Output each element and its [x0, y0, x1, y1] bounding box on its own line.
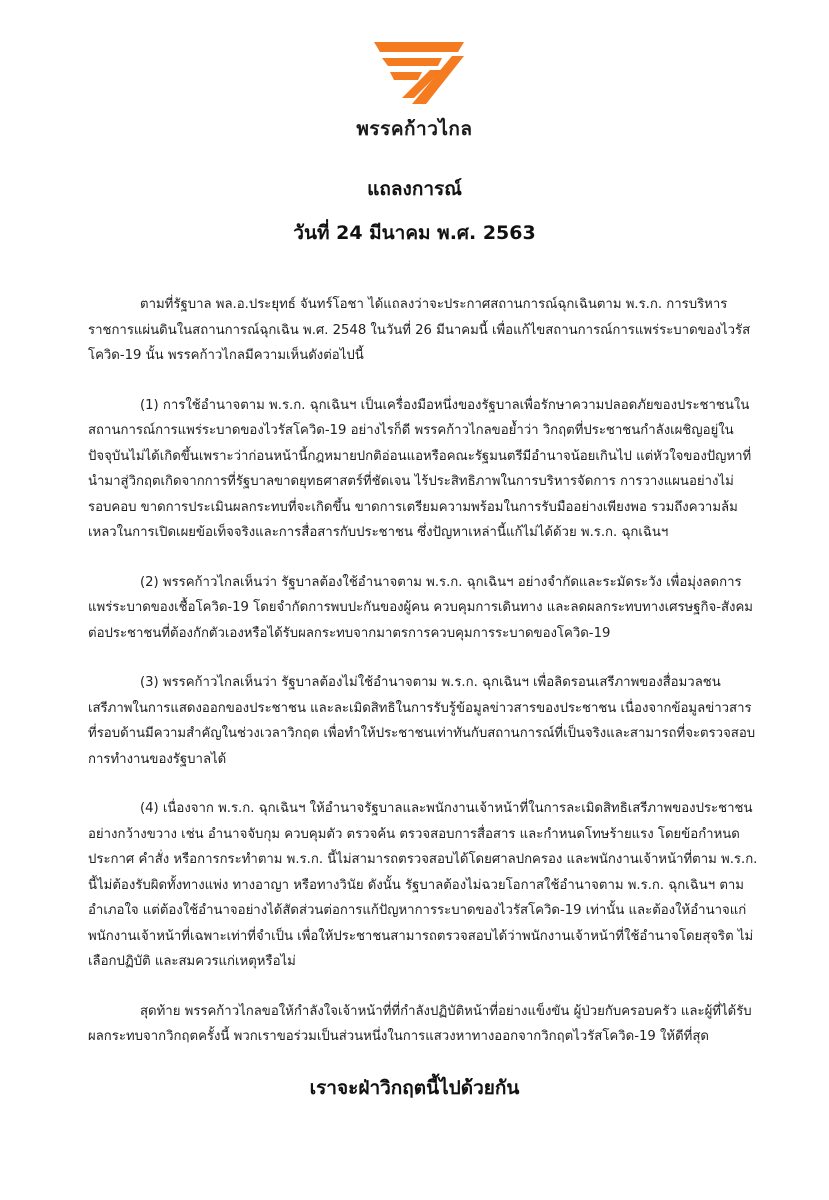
- paragraph-point-4: (4) เนื่องจาก พ.ร.ก. ฉุกเฉินฯ ให้อำนาจรัฐบาลและพนักงานเจ้าหน้าที่ในการละเมิดสิทธิเสรีภาพของประชาชนอย่างกว้างขวาง เช่น อำนาจจับกุม ควบคุมตัว ตรวจค้น ตรวจสอบการสื่อสาร และกำหนดโทษร้ายแรง โดยข้อกำหนด ประกาศ คำสั่ง หรือการกระทำตาม พ.ร.ก. นี้ไม่สามารถตรวจสอบได้โดยศาลปกครอง และพนักงานเจ้าหน้าที่ตาม พ.ร.ก. นี้ไม่ต้องรับผิดทั้งทางแพ่ง ทางอาญา หรือทางวินัย ดังนั้น รัฐบาลต้องไม่ฉวยโอกาสใช้อำนาจตาม พ.ร.ก. ฉุกเฉินฯ ตามอำเภอใจ แต่ต้องใช้อำนาจอย่างได้สัดส่วนต่อการแก้ปัญหาการระบาดของไวรัสโควิด-19 เท่านั้น และต้องให้อำนาจแก่พนักงานเจ้าหน้าที่เฉพาะเท่าที่จำเป็น เพื่อให้ประชาชนสามารถตรวจสอบได้ว่าพนักงานเจ้าหน้าที่ใช้อำนาจโดยสุจริต ไม่เลือกปฏิบัติ และสมควรแก่เหตุหรือไม่: [88, 801, 758, 969]
- paragraph-conclusion: สุดท้าย พรรคก้าวไกลขอให้กำลังใจเจ้าหน้าที่ที่กำลังปฏิบัติหน้าที่อย่างแข็งขัน ผู้ป่วยกับครอบครัว และผู้ที่ได้รับผลกระทบจากวิกฤตครั้งนี้ พวกเราขอร่วมเป็นส่วนหนึ่งในการแสวงหาทางออกจากวิกฤตไวรัสโควิด-19 ให้ดีที่สุด: [88, 1003, 752, 1044]
- paragraph-point-3: (3) พรรคก้าวไกลเห็นว่า รัฐบาลต้องไม่ใช้อำนาจตาม พ.ร.ก. ฉุกเฉินฯ เพื่อลิดรอนเสรีภาพของสื่อมวลชน เสรีภาพในการแสดงออกของประชาชน และละเมิดสิทธิในการรับรู้ข้อมูลข่าวสารของประชาชน เนื่องจากข้อมูลข่าวสารที่รอบด้านมีความสำคัญในช่วงเวลาวิกฤต เพื่อทำให้ประชาชนเท่าทันกับสถานการณ์ที่เป็นจริงและสามารถที่จะตรวจสอบการทำงานของรัฐบาลได้: [88, 675, 756, 767]
- closing-slogan: เราจะฝ่าวิกฤตนี้ไปด้วยกัน: [309, 1077, 520, 1099]
- paragraph-intro: ตามที่รัฐบาล พล.อ.ประยุทธ์ จันทร์โอชา ได้แถลงว่าจะประกาศสถานการณ์ฉุกเฉินตาม พ.ร.ก. การบริหารราชการแผ่นดินในสถานการณ์ฉุกเฉิน พ.ศ. 2548 ในวันที่ 26 มีนาคมนี้ เพื่อแก้ไขสถานการณ์การแพร่ระบาดของไวรัสโควิด-19 นั้น พรรคก้าวไกลมีความเห็นดังต่อไปนี้: [88, 297, 751, 363]
- document-date: วันที่ 24 มีนาคม พ.ศ. 2563: [293, 222, 536, 244]
- party-emblem-icon: [360, 40, 470, 106]
- paragraph-point-2: (2) พรรคก้าวไกลเห็นว่า รัฐบาลต้องใช้อำนาจตาม พ.ร.ก. ฉุกเฉินฯ อย่างจำกัดและระมัดระวัง เพื่อมุ่งลดการแพร่ระบาดของเชื้อโควิด-19 โดยจำกัดการพบปะกันของผู้คน ควบคุมการเดินทาง และลดผลกระทบทางเศรษฐกิจ-สังคมต่อประชาชนที่ต้องกักตัวเองหรือได้รับผลกระทบจากมาตรการควบคุมการระบาดของโควิด-19: [88, 574, 753, 641]
- party-logo: [0, 40, 829, 144]
- paragraph-point-1: (1) การใช้อำนาจตาม พ.ร.ก. ฉุกเฉินฯ เป็นเครื่องมือหนึ่งของรัฐบาลเพื่อรักษาความปลอดภัยของประชาชนในสถานการณ์การแพร่ระบาดของไวรัสโควิด-19 อย่างไรก็ดี พรรคก้าวไกลขอย้ำว่า วิกฤตที่ประชาชนกำลังเผชิญอยู่ในปัจจุบันไม่ได้เกิดขึ้นเพราะว่าก่อนหน้านี้กฎหมายปกติอ่อนแอหรือคณะรัฐมนตรีมีอำนาจน้อยเกินไป แต่หัวใจของปัญหาที่นำมาสู่วิกฤตเกิดจากการที่รัฐบาลขาดยุทธศาสตร์ที่ชัดเจน ไร้ประสิทธิภาพในการบริหารจัดการ การวางแผนอย่างไม่รอบคอบ ขาดการประเมินผลกระทบที่จะเกิดขึ้น ขาดการเตรียมความพร้อมในการรับมืออย่างเพียงพอ รวมถึงความล้มเหลวในการเปิดเผยข้อเท็จจริงและการสื่อสารกับประชาชน ซึ่งปัญหาเหล่านี้แก้ไม่ได้ด้วย พ.ร.ก. ฉุกเฉินฯ: [88, 397, 752, 540]
- document-title: แถลงการณ์: [367, 178, 462, 200]
- statement-body: [88, 292, 758, 1074]
- party-name: พรรคก้าวไกล: [356, 118, 473, 140]
